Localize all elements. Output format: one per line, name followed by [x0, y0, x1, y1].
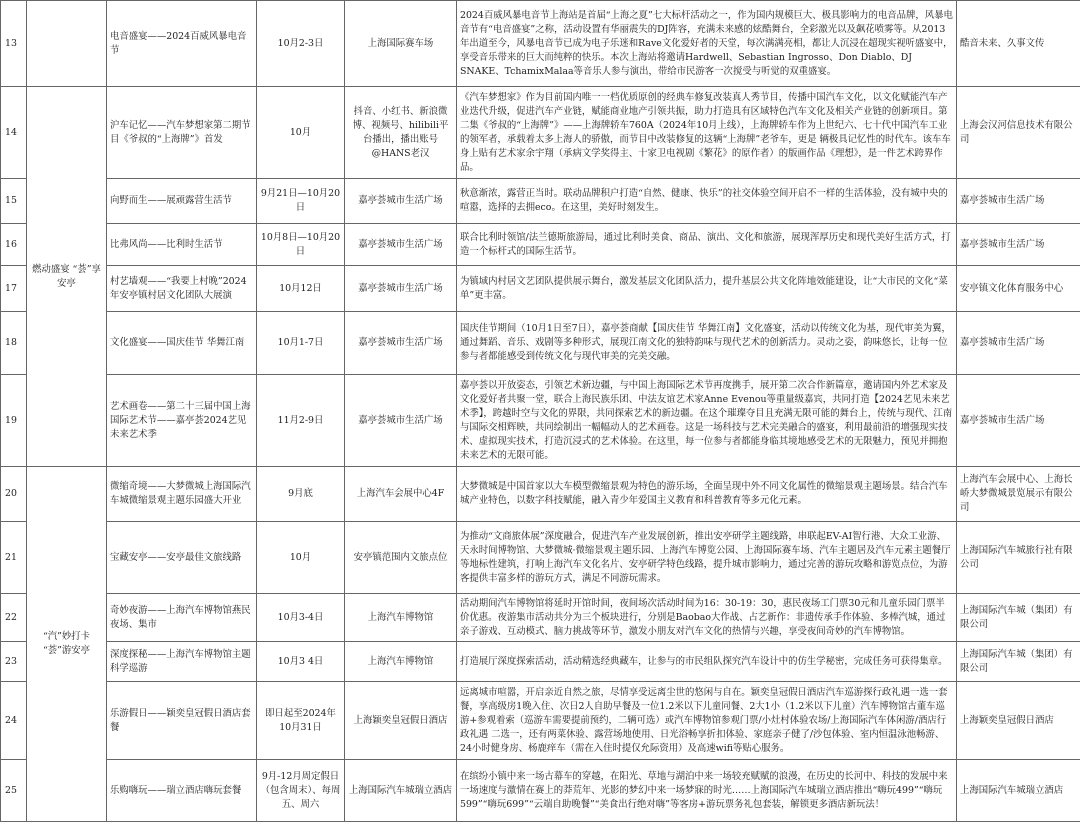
row-number: 15: [1, 179, 27, 224]
event-location: 嘉亭荟城市生活广场: [345, 266, 457, 312]
table-row: [1, 179, 1080, 224]
row-number: 22: [1, 594, 27, 642]
event-name: 宝藏安亭——安亭最佳文旅线路: [107, 522, 257, 594]
event-name: 向野而生——展顽露营生活节: [107, 179, 257, 224]
table-row: [1, 467, 1080, 522]
event-location: 嘉亭荟城市生活广场: [345, 224, 457, 266]
row-number: 13: [1, 1, 27, 87]
event-description: 2024百威风暴电音节上海站是首届“上海之夏”七大标杆活动之一，作为国内规模巨大、极具影响力的电音品牌，风暴电音节有“电音盛宴”之称，活动设置有华丽震失的DJ阵容，充满未来感的炫酷舞台，全彩激光以及飙花喷雾等。从2013年出道至今，风暴电音节已成为电子乐迷和Rave文化爱好者的天堂，每次满满亮相，都让人沉浸在超现实视听盛宴中，享受音乐带来的巨大而纯粹的快乐。本次上海站将邀请Hardwell、Sebastian Ingrosso、Don Diablo、DJ SNAKE、TchamixMalaa等音乐人参与演出，带给市民游客一次搅受与听觉的双重盛宴。: [457, 1, 957, 87]
row-number: 21: [1, 522, 27, 594]
row-number: 19: [1, 375, 27, 467]
row-number: 14: [1, 87, 27, 179]
event-date: 11月2-9日: [257, 375, 345, 467]
row-number: 23: [1, 642, 27, 682]
row-number: 24: [1, 682, 27, 760]
event-organizer: 上海国际汽车城（集团）有限公司: [957, 594, 1080, 642]
event-location: 上海汽车会展中心4F: [345, 467, 457, 522]
event-organizer: 酷音未来、久事文传: [957, 1, 1080, 87]
event-location: 嘉亭荟城市生活广场: [345, 375, 457, 467]
event-description: 在缤纷小镇中来一场古幕车的穿越，在阳光、草地与湖泊中来一场较充赋赋的浪漫，在历史的长河中、科技的发展中来一场速度与激情在赛上的莽荒年、光影的梦幻中来一场梦寐的时光……上海国际汽车城瑞立酒店推出“嗨玩499”“嗨玩599”“嗨玩699”“云端自助晚餐”“美食出行绝对嗨”等客房+游玩票务礼包套装，解锁更多酒店新玩法！: [457, 760, 957, 822]
table-row: [1, 522, 1080, 594]
event-description: 联合比利时领馆/法兰德斯旅游局，通过比利时美食、商品、演出、文化和旅游，展现浑厚历史和现代美好生活方式，打造一个标杆式的国际生活节。: [457, 224, 957, 266]
event-date: 10月3-4日: [257, 594, 345, 642]
row-number: 18: [1, 312, 27, 375]
row-number: 17: [1, 266, 27, 312]
event-name: 村艺墙观——“我要上村晚”2024年安亭镇村居文化团队大展演: [107, 266, 257, 312]
event-date: 10月: [257, 87, 345, 179]
event-date: 10月12日: [257, 266, 345, 312]
event-description: 大梦微城是中国首家以大车模型微缩景观为特色的游乐场，全面呈现中外不同文化属性的微缩景观主题场景。结合汽车城产业特色，以数字科技赋能，融入青少年爱国主义教育和科普教育等多元化元素。: [457, 467, 957, 522]
event-name: 深度探秘——上海汽车博物馆主题科学巡游: [107, 642, 257, 682]
event-name: 艺术画卷——第二十三届中国上海国际艺术节——嘉亭荟2024艺见未来艺术季: [107, 375, 257, 467]
event-organizer: 嘉亭荟城市生活广场: [957, 224, 1080, 266]
category-cell: [27, 1, 107, 87]
event-location: 上海汽车博物馆: [345, 642, 457, 682]
event-organizer: 上海汽车会展中心、上海长峤大梦微城景览展示有限公司: [957, 467, 1080, 522]
event-organizer: 嘉亭荟城市生活广场: [957, 312, 1080, 375]
event-organizer: 嘉亭荟城市生活广场: [957, 179, 1080, 224]
event-location: 抖音、小红书、新浪微博、视频号、hilibili平台播出，播出账号@HANS老汉: [345, 87, 457, 179]
event-name: 奇妙夜游——上海汽车博物馆燕民夜场、集市: [107, 594, 257, 642]
event-date: 9月21日—10月20日: [257, 179, 345, 224]
event-description: 为推动“文商旅体展”深度融合，促进汽车产业发展创新，推出安亭研学主题线路，串联起EV-AI智行港、大众工业游、天永时间博物馆、大梦微城·微缩景观主题乐园、上海汽车博览公园、上海国际赛车场、汽车主题居及汽车元素主题餐厅等地标性建筑，打响上海汽车文化名片、安亭研学特色线路，提升城市影响力，通过完善的游玩攻略和游览点位，为游客提供丰富多样的游玩方式，满足不同游玩需求。: [457, 522, 957, 594]
table-row: [1, 594, 1080, 642]
event-location: 上海颖奕皇冠假日酒店: [345, 682, 457, 760]
event-description: 嘉亭荟以开放姿态，引领艺术新边疆，与中国上海国际艺术节再度携手，展开第二次合作新篇章，邀请国内外艺术家及文化爱好者共聚一堂，联合上海民族乐团、中法友谊艺术家Anne Evenou等重量级嘉宾，共同打造【2024艺见未来艺术季】，跨越时空与文化的界限，共同探索艺术的新边疆。在这个璀璨夺目且充满无限可能的舞台上，传统与现代、江南与国际交相辉映，共同绘制出一幅幅动人的艺术画卷。这是一场科技与艺术完美融合的盛宴，利用最前沿的增强现实技术、虚拟现实技术，打造沉浸式的艺术体验。在这里，每一位参与者都能身临其境地感受艺术的无限魅力，预见并拥抱未来艺术的无限可能。: [457, 375, 957, 467]
row-number: 16: [1, 224, 27, 266]
table-row: [1, 682, 1080, 760]
table-row: [1, 642, 1080, 682]
event-location: 嘉亭荟城市生活广场: [345, 179, 457, 224]
event-location: 上海汽车博物馆: [345, 594, 457, 642]
event-date: 10月: [257, 522, 345, 594]
event-name: 电音盛宴——2024百威风暴电音节: [107, 1, 257, 87]
event-description: 打造展厅深度探索活动，活动精选经典藏车，让参与的市民组队探究汽车设计中的仿生学秘密，完成任务可获得集章。: [457, 642, 957, 682]
event-location: 嘉亭荟城市生活广场: [345, 312, 457, 375]
event-date: 9月底: [257, 467, 345, 522]
table-row: [1, 760, 1080, 822]
table-row: [1, 266, 1080, 312]
event-description: 国庆佳节期间（10月1日至7日），嘉亭荟商献【国庆佳节 华舞江南】文化盛宴，活动以传统文化为基，现代审美为翼，通过舞蹈、音乐、戏剧等多种形式，展现江南文化的独特韵味与现代艺术的创新活力。灵动之姿，韵味悠长，让每一位参与者都能感受到传统文化与现代审美的完美交融。: [457, 312, 957, 375]
event-date: 10月3 4日: [257, 642, 345, 682]
event-location: 安亭镇范围内文旅点位: [345, 522, 457, 594]
event-organizer: 上海国际汽车城旅行社有限公司: [957, 522, 1080, 594]
event-date: 10月1-7日: [257, 312, 345, 375]
event-organizer: 安亭镇文化体育服务中心: [957, 266, 1080, 312]
event-organizer: 上海颖奕皇冠假日酒店: [957, 682, 1080, 760]
event-description: 活动期间汽车博物馆将延时开馆时间，夜间场次活动时间为16：30-19：30，惠民夜场工门票30元和儿童乐园门票半价优惠。夜游集市活动共分为三个板块进行，分别是Baobao大作战、占艺新作：非遗传承手作体验、多棒汽城，通过亲子游戏、互动模式、脑力挑战等环节，激发小朋友对汽车文化的热情与兴趣，享受夜间奇妙的汽车博物馆。: [457, 594, 957, 642]
event-name: 比弗风尚——比利时生活节: [107, 224, 257, 266]
event-organizer: 上海会汉河信息技术有限公司: [957, 87, 1080, 179]
table-row: [1, 312, 1080, 375]
event-name: 乐购嗨玩——瑞立酒店嗨玩套餐: [107, 760, 257, 822]
table-row: [1, 1, 1080, 87]
event-date: 即日起至2024年10月31日: [257, 682, 345, 760]
event-description: 《汽车梦想家》作为目前国内唯一一档优质原创的经典车修复改装真人秀节目，传播中国汽车文化，以文化赋能汽车产业迭代升级，促进汽车产业链，赋能商业地产引领共振，助力打造具有区域特色汽车文化及相关产业链的创新项目。第二集《爷叔的“上海牌”》——上海牌轿车760A（2024年10月上线），上海牌轿车作为上世纪六、七十代中国汽车工业的领军者，承载着太多上海人的骄傲，而节目中改装修复的这辆“上海牌”老爷车，更是 辆极具记忆性的时代车。该车车身上贴有艺术家余宇翔（承病文学奖得主、十家卫电视剧《繁花》的原作者）的版画作品《理想》，是一件艺术跨界作品。: [457, 87, 957, 179]
category-cell: “汽”妙打卡 “荟”游安亭: [27, 467, 107, 822]
table-row: [1, 375, 1080, 467]
event-description: 远离城市喧嚣，开启亲近自然之旅，尽情享受远离尘世的悠闲与自在。颖奕皇冠假日酒店汽车巡游探行政礼遇一选一套餐，享高级房1晚入住、次日2人自助早餐及一位1.2米以下儿童同餐、2大1小（1.2米以下儿童）汽车博物馆古董车巡游+参观着索（巡游车需要提前预约，二辆可选）或汽车博物馆参观门票/小灶村体验农场/上海国际汽车体闲游/酒店行政礼遇 二选一，还有两菜休验、露营场地使用、日光浴畅享折扣体验、家庭亲子健了/沙包体验、室内恒温泳池畅游、24小时健身房、杨鹿痒车（需在入住时提仅允际资用）及高速wifi等贴心服务。: [457, 682, 957, 760]
event-organizer: 上海国际汽车城（集团）有限公司: [957, 642, 1080, 682]
event-location: 上海国际赛车场: [345, 1, 457, 87]
event-name: 微缩奇境——大梦微城上海国际汽车城微缩景观主题乐园盛大开业: [107, 467, 257, 522]
event-name: 文化盛宴——国庆佳节 华舞江南: [107, 312, 257, 375]
event-description: 秋意渐浓，露营正当时。联动品牌积户打造“自然、健康、快乐”的社交体验空间开启不一样的生活体验，没有城中央的喧嚣，选择的去拥eco。在这里，美好时刻发生。: [457, 179, 957, 224]
event-date: 10月8日—10月20日: [257, 224, 345, 266]
row-number: 20: [1, 467, 27, 522]
event-name: 乐游假日——颖奕皇冠假日酒店套餐: [107, 682, 257, 760]
event-date: 10月2-3日: [257, 1, 345, 87]
event-organizer: 上海国际汽车城瑞立酒店: [957, 760, 1080, 822]
event-location: 上海国际汽车城瑞立酒店: [345, 760, 457, 822]
category-cell: 燃动盛宴 “荟”享安亭: [27, 87, 107, 467]
event-date: 9月-12月周定假日（包含周末）、每周五、周六: [257, 760, 345, 822]
row-number: 25: [1, 760, 27, 822]
event-organizer: 嘉亭荟城市生活广场: [957, 375, 1080, 467]
event-name: 沪车记忆——汽车梦想家第二期节目《爷叔的“上海牌”》首发: [107, 87, 257, 179]
table-row: [1, 224, 1080, 266]
table-row: [1, 87, 1080, 179]
event-description: 为镇域内村居文艺团队提供展示舞台，激发基层文化团队活力，提升基层公共文化阵地效能建设，让“大市民的文化“菜单”更丰富。: [457, 266, 957, 312]
